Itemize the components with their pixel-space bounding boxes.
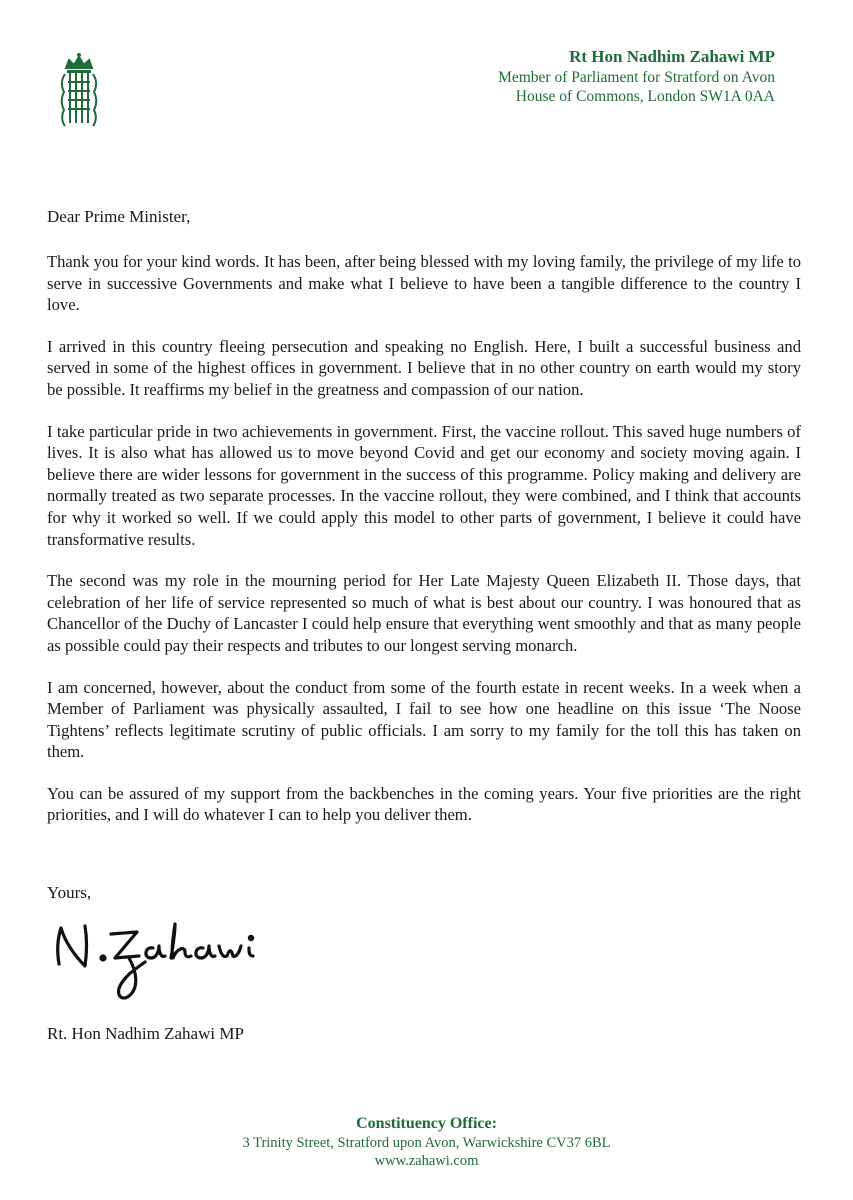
paragraph-3: I take particular pride in two achievements in government. First, the vaccine rollout. This saved huge numbers of lives. It is also what has allowed us to move beyond Covid and get our economy and society moving again. I believe there are wider lessons for government in the success of this programme. Policy making and delivery are normally treated as two separate processes. In the vaccine rollout, they were combined, and I think that accounts for why it worked so well. If we could apply this model to other parts of government, I believe it could have transformative results. — [47, 421, 801, 549]
paragraph-5: I am concerned, however, about the conduct from some of the fourth estate in recent weeks. In a week when a Member of Parliament was physically assaulted, I fail to see how one headline on this issue ‘The Noose Tightens’ reflects legitimate scrutiny of public officials. I am sorry to my family for the toll this has taken on them. — [47, 677, 801, 762]
letterhead — [498, 46, 775, 106]
portcullis-icon — [60, 52, 98, 128]
footer-title: Constituency Office: — [356, 1115, 497, 1132]
paragraph-2: I arrived in this country fleeing persecution and speaking no English. Here, I built a successful business and served in some of the highest offices in government. I believe that in no other country on earth would my story be possible. It reaffirms my belief in the greatness and compassion of our nation. — [47, 336, 801, 399]
footer-address: 3 Trinity Street, Stratford upon Avon, Warwickshire CV37 6BL — [242, 1135, 611, 1151]
salutation: Dear Prime Minister, — [47, 207, 191, 226]
letterhead-role: Member of Parliament for Stratford on Avon — [498, 69, 775, 86]
closing: Yours, — [47, 883, 92, 902]
signer-name: Rt. Hon Nadhim Zahawi MP — [47, 1024, 244, 1043]
footer — [0, 1114, 853, 1170]
letterhead-name: Rt Hon Nadhim Zahawi MP — [569, 47, 775, 66]
paragraph-6: You can be assured of my support from the backbenches in the coming years. Your five priorities are the right priorities, and I will do whatever I can to help you deliver them. — [47, 783, 801, 825]
letter-body — [47, 251, 801, 846]
footer-website[interactable]: www.zahawi.com — [374, 1153, 479, 1169]
signature — [45, 912, 285, 1012]
paragraph-1: Thank you for your kind words. It has been, after being blessed with my loving family, the privilege of my life to serve in successive Governments and make what I believe to have been a tangible difference to the country I love. — [47, 252, 801, 315]
paragraph-4: The second was my role in the mourning period for Her Late Majesty Queen Elizabeth II. Those days, that celebration of her life of service represented so much of what is best about our country. I was honoured that as Chancellor of the Duchy of Lancaster I could help ensure that everything went smoothly and that as many people as possible could pay their respects and tributes to our longest serving monarch. — [47, 571, 801, 655]
letterhead-address: House of Commons, London SW1A 0AA — [515, 88, 775, 105]
